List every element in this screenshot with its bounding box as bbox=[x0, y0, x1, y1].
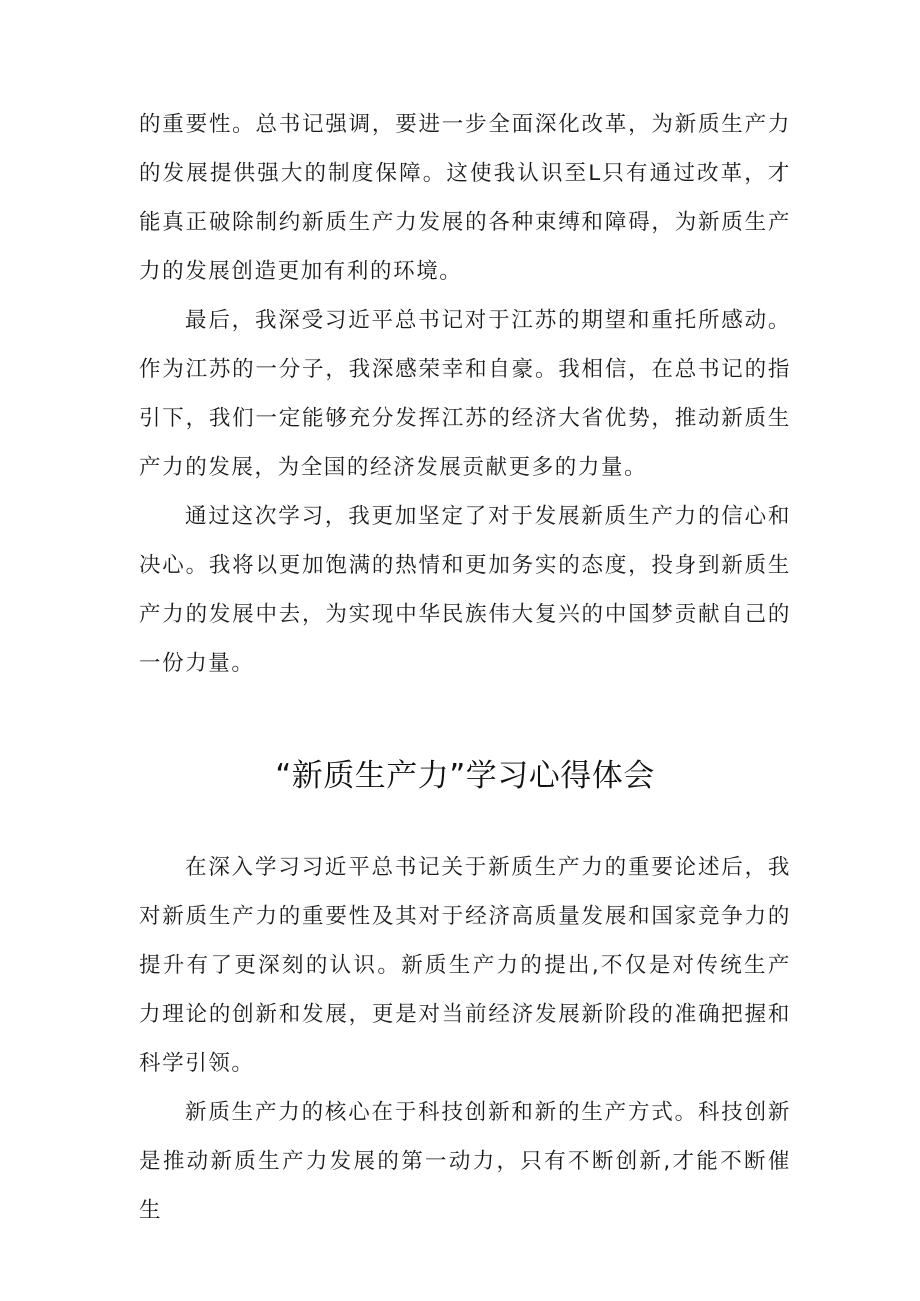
paragraph-jiangsu: 最后，我深受习近平总书记对于江苏的期望和重托所感动。作为江苏的一分子，我深感荣幸和自豪。我相信，在总书记的指引下，我们一定能够充分发挥江苏的经济大省优势，推动新质生产力的发展，为全国的经济发展贡献更多的力量。 bbox=[139, 308, 791, 480]
paragraph-intro: 在深入学习习近平总书记关于新质生产力的重要论述后，我对新质生产力的重要性及其对于经济高质量发展和国家竞争力的提升有了更深刻的认识。新质生产力的提出,不仅是对传统生产力理论的创新和发展，更是对当前经济发展新阶段的准确把握和科学引领。 bbox=[139, 855, 791, 1076]
paragraph-core: 新质生产力的核心在于科技创新和新的生产方式。科技创新是推动新质生产力发展的第一动力，只有不断创新,才能不断催生 bbox=[139, 1100, 791, 1223]
paragraph-continuation: 的重要性。总书记强调，要进一步全面深化改革，为新质生产力的发展提供强大的制度保障。这使我认识至L只有通过改革，才能真正破除制约新质生产力发展的各种束缚和障碍，为新质生产力的发展创造更加有利的环境。 bbox=[139, 112, 791, 284]
paragraph-conclusion: 通过这次学习，我更加坚定了对于发展新质生产力的信心和决心。我将以更加饱满的热情和更加务实的态度，投身到新质生产力的发展中去，为实现中华民族伟大复兴的中国梦贡献自己的一份力量。 bbox=[139, 504, 791, 676]
document-page bbox=[139, 100, 791, 1235]
document-title: “新质生产力”学习心得体会 bbox=[275, 758, 655, 794]
